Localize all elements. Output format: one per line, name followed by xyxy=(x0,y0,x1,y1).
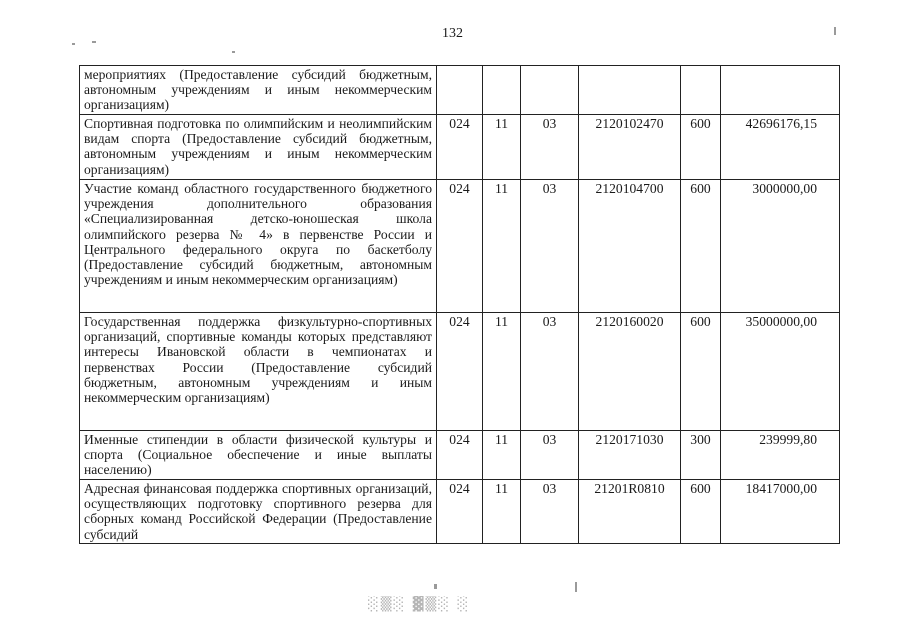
cell-expense-type: 600 xyxy=(681,115,721,180)
scan-speck xyxy=(72,43,75,45)
cell-amount: 35000000,00 xyxy=(721,313,840,431)
cell-amount: 42696176,15 xyxy=(721,115,840,180)
cell-description: Государственная поддержка физкультурно-спортивных организаций, спортивные команды которых представляют интересы Ивановской области в чемпионатах и первенствах России (Предоставление субсидий бюджетным, автономным учреждениям и иным некоммерческим организациям) xyxy=(80,313,437,431)
cell-ministry-code: 024 xyxy=(437,313,483,431)
cell-expense-type: 600 xyxy=(681,313,721,431)
cell-expense-type: 600 xyxy=(681,180,721,313)
cell-section: 11 xyxy=(483,431,521,480)
table-row xyxy=(80,480,840,544)
cell-target-article: 21201R0810 xyxy=(579,480,681,544)
table-row xyxy=(80,66,840,115)
cell-section xyxy=(483,66,521,115)
table-body xyxy=(80,66,840,544)
page-number: 132 xyxy=(442,26,463,41)
cell-target-article: 2120171030 xyxy=(579,431,681,480)
cell-subsection xyxy=(521,66,579,115)
scan-smudge: ░▒░ ▓▒░ ░ xyxy=(368,596,471,612)
cell-section: 11 xyxy=(483,313,521,431)
cell-target-article xyxy=(579,66,681,115)
budget-table xyxy=(79,65,840,544)
cell-subsection: 03 xyxy=(521,180,579,313)
cell-description: мероприятиях (Предоставление субсидий бюджетным, автономным учреждениям и иным некоммерческим организациям) xyxy=(80,66,437,115)
cell-subsection: 03 xyxy=(521,480,579,544)
cell-ministry-code: 024 xyxy=(437,115,483,180)
cell-amount: 18417000,00 xyxy=(721,480,840,544)
cell-amount xyxy=(721,66,840,115)
cell-subsection: 03 xyxy=(521,313,579,431)
cell-ministry-code: 024 xyxy=(437,431,483,480)
cell-amount: 3000000,00 xyxy=(721,180,840,313)
table-row xyxy=(80,313,840,431)
table-row xyxy=(80,431,840,480)
cell-expense-type: 600 xyxy=(681,480,721,544)
cell-ministry-code xyxy=(437,66,483,115)
cell-description: Именные стипендии в области физической культуры и спорта (Социальное обеспечение и иные выплаты населению) xyxy=(80,431,437,480)
cell-section: 11 xyxy=(483,115,521,180)
table-row xyxy=(80,180,840,313)
cell-target-article: 2120102470 xyxy=(579,115,681,180)
scan-speck xyxy=(434,584,437,589)
table-row xyxy=(80,115,840,180)
cell-section: 11 xyxy=(483,180,521,313)
cell-ministry-code: 024 xyxy=(437,180,483,313)
cell-description: Спортивная подготовка по олимпийским и неолимпийским видам спорта (Предоставление субсидий бюджетным, автономным учреждениям и иным некоммерческим организациям) xyxy=(80,115,437,180)
scan-speck xyxy=(92,41,96,43)
cell-description: Адресная финансовая поддержка спортивных организаций, осуществляющих подготовку спортивного резерва для сборных команд Российской Федерации (Предоставление субсидий xyxy=(80,480,437,544)
cell-expense-type xyxy=(681,66,721,115)
cell-target-article: 2120160020 xyxy=(579,313,681,431)
cell-ministry-code: 024 xyxy=(437,480,483,544)
scan-speck xyxy=(232,51,235,53)
cell-target-article: 2120104700 xyxy=(579,180,681,313)
cell-subsection: 03 xyxy=(521,431,579,480)
cell-subsection: 03 xyxy=(521,115,579,180)
cell-description: Участие команд областного государственного бюджетного учреждения дополнительного образования «Специализированная детско-юношеская школа олимпийского резерва № 4» в первенстве России и Центрального федерального округа по баскетболу (Предоставление субсидий бюджетным, автономным учреждениям и иным некоммерческим организациям) xyxy=(80,180,437,313)
cell-amount: 239999,80 xyxy=(721,431,840,480)
scan-speck xyxy=(575,582,577,592)
cell-section: 11 xyxy=(483,480,521,544)
scan-speck xyxy=(834,27,836,35)
cell-expense-type: 300 xyxy=(681,431,721,480)
